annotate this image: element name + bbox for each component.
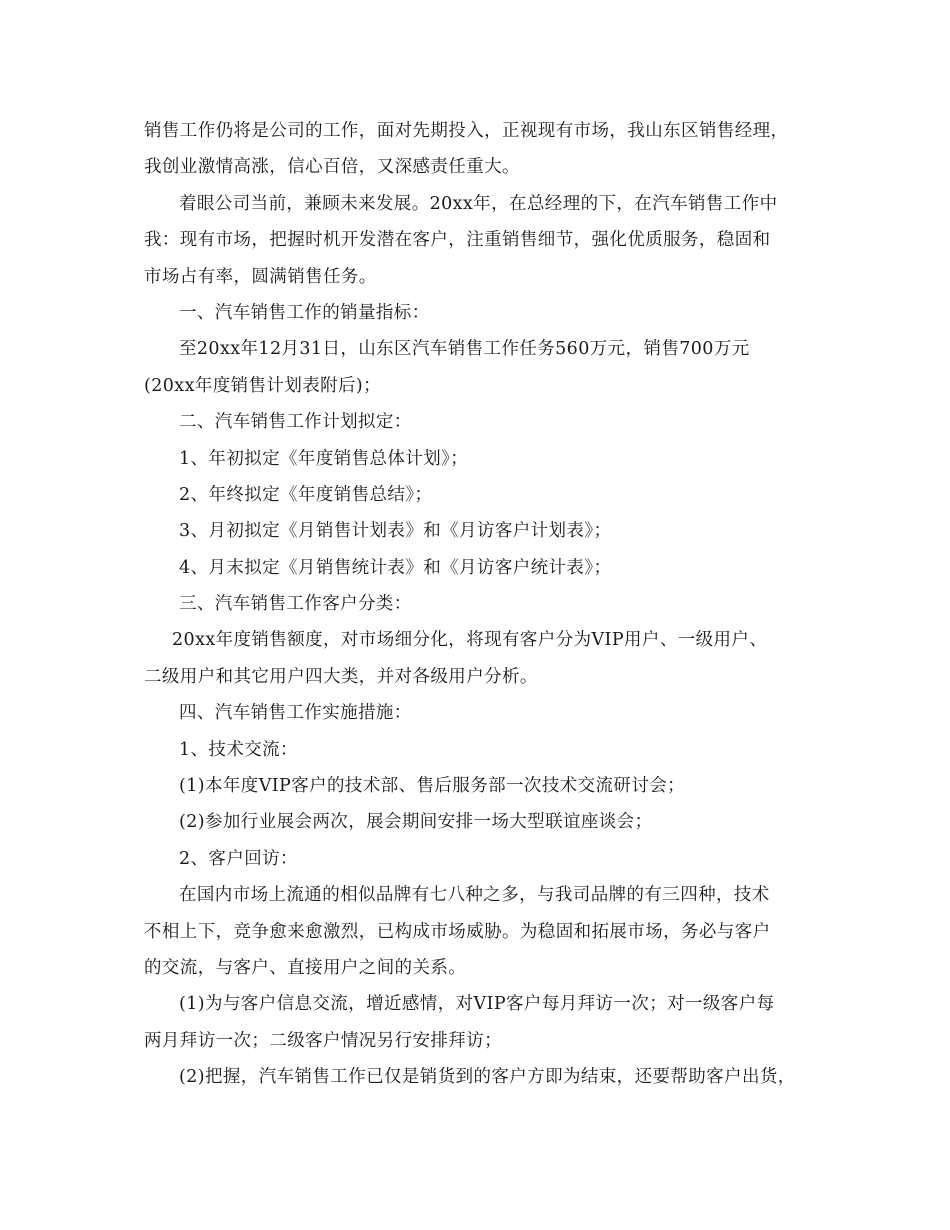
subsection-heading (144, 732, 816, 768)
text-line: 3、月初拟定《月销售计划表》和《月访客户计划表》； (179, 521, 612, 542)
list-item (144, 477, 816, 513)
text-line: (2)把握，汽车销售工作已仅是销货到的客户方即为结束，还要帮助客户出货， (179, 1067, 796, 1088)
text-line: (2)参加行业展会两次，展会期间安排一场大型联谊座谈会； (179, 812, 653, 833)
text-line: 两月拜访一次；二级客户情况另行安排拜访； (144, 1030, 502, 1051)
text-line: 我创业激情高涨，信心百倍，又深感责任重大。 (144, 157, 520, 178)
text-line: 2、年终拟定《年度销售总结》； (179, 484, 433, 505)
section-heading-2 (144, 404, 816, 440)
paragraph-sales-target (144, 331, 816, 404)
paragraph-customer-classes (144, 622, 816, 695)
text-line: 不相上下，竞争愈来愈激烈，已构成市场威胁。为稳固和拓展市场，务必与客户 (144, 921, 771, 942)
text-line: (20xx年度销售计划表附后)； (144, 375, 382, 396)
text-line: 三、汽车销售工作客户分类： (179, 594, 412, 615)
subsection-heading (144, 841, 816, 877)
text-line: 2、客户回访： (179, 848, 298, 869)
text-line: 20xx年度销售额度，对市场细分化，将现有客户分为VIP用户、一级用户、 (172, 630, 768, 651)
text-line: 1、技术交流： (179, 739, 298, 760)
paragraph-market (144, 877, 816, 986)
section-heading-1 (144, 295, 816, 331)
list-item (144, 986, 816, 1059)
text-line: 一、汽车销售工作的销量指标： (179, 302, 430, 323)
text-line: 二、汽车销售工作计划拟定： (179, 412, 412, 433)
section-heading-3 (144, 586, 816, 622)
list-item (144, 441, 816, 477)
text-line: 1、年初拟定《年度销售总体计划》； (179, 448, 469, 469)
document-body (144, 113, 816, 1096)
text-line: 着眼公司当前，兼顾未来发展。20xx年，在总经理的下，在汽车销售工作中 (179, 193, 778, 214)
paragraph-intro (144, 113, 816, 186)
text-line: (1)本年度VIP客户的技术部、售后服务部一次技术交流研讨会； (179, 776, 686, 797)
list-item (144, 1059, 816, 1095)
list-item (144, 768, 816, 804)
text-line: 至20xx年12月31日，山东区汽车销售工作任务560万元，销售700万元 (179, 339, 750, 360)
text-line: 的交流，与客户、直接用户之间的关系。 (144, 957, 467, 978)
text-line: 销售工作仍将是公司的工作，面对先期投入，正视现有市场，我山东区销售经理， (144, 121, 789, 141)
text-line: 4、月末拟定《月销售统计表》和《月访客户统计表》； (179, 557, 612, 578)
text-line: 市场占有率，圆满销售任务。 (144, 266, 377, 287)
text-line: 我：现有市场，把握时机开发潜在客户，注重销售细节，强化优质服务，稳固和 (144, 230, 771, 251)
list-item (144, 550, 816, 586)
list-item (144, 513, 816, 549)
text-line: 在国内市场上流通的相似品牌有七八种之多，与我司品牌的有三四种，技术 (179, 885, 770, 906)
text-line: 二级用户和其它用户四大类，并对各级用户分析。 (144, 666, 538, 687)
paragraph-focus (144, 186, 816, 295)
text-line: (1)为与客户信息交流，增近感情，对VIP客户每月拜访一次；对一级客户每 (179, 994, 775, 1015)
list-item (144, 804, 816, 840)
text-line: 四、汽车销售工作实施措施： (179, 703, 412, 724)
section-heading-4 (144, 695, 816, 731)
